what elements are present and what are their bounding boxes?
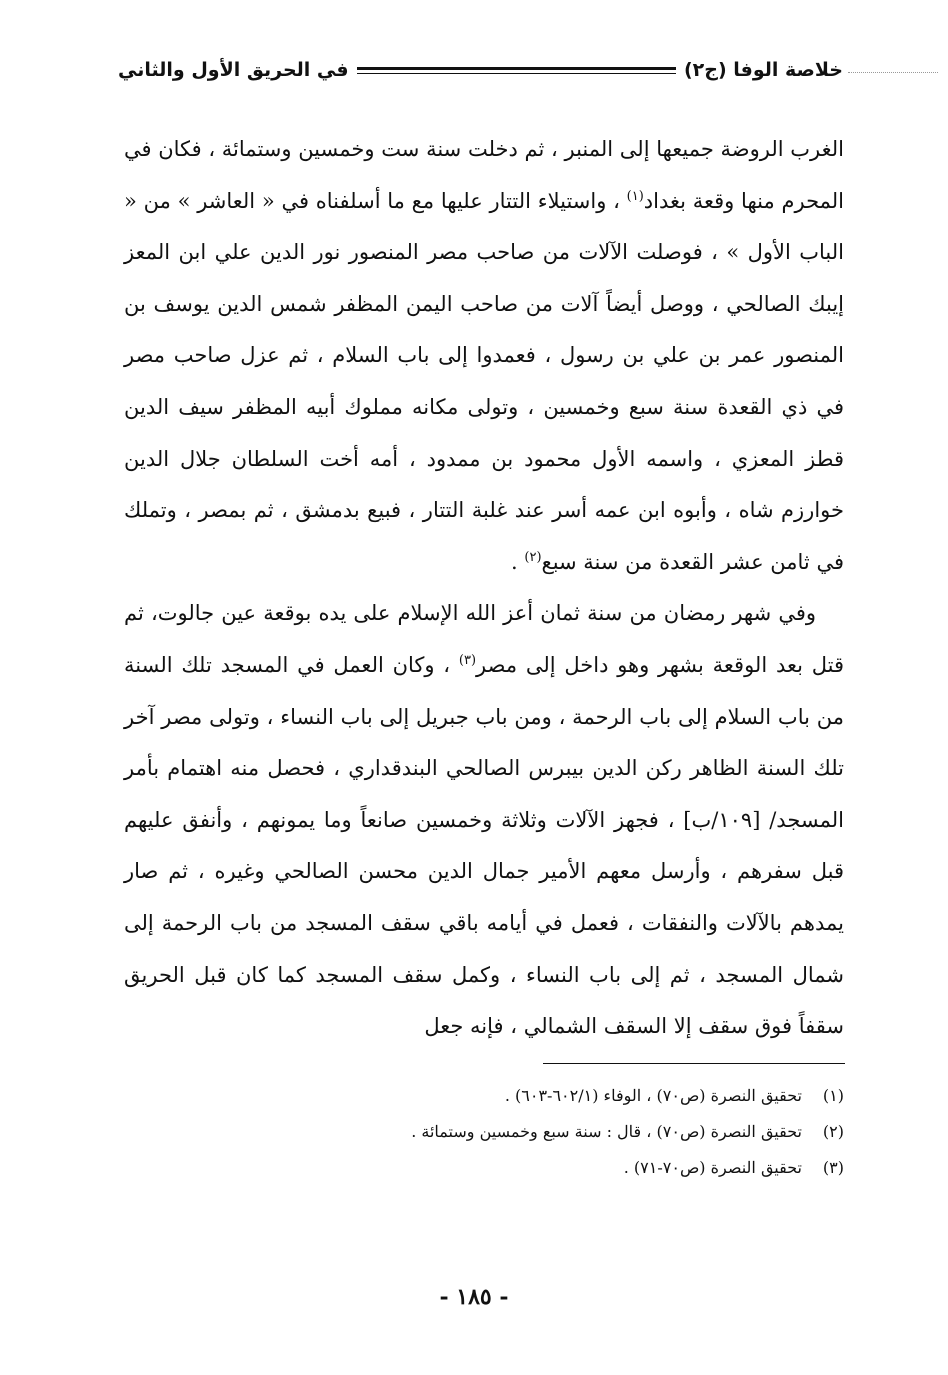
footnote-1: [124, 1078, 844, 1114]
paragraph-2: [124, 588, 844, 1052]
footnote-text: تحقيق النصرة (ص٧٠-٧١) .: [623, 1158, 802, 1177]
header-dotted-line: [848, 72, 938, 73]
footnote-text: تحقيق النصرة (ص٧٠) ، قال : سنة سبع وخمسين وستمائة .: [411, 1122, 802, 1141]
footnotes: [124, 1078, 844, 1186]
footnote-2: [124, 1114, 844, 1150]
footnote-ref-2: (٢): [524, 549, 542, 565]
footnote-number: (٣): [822, 1158, 844, 1177]
header-rule: [357, 67, 676, 74]
paragraph-2-part-1: وفي شهر رمضان من سنة ثمان أعز الله الإسلام على يده بوقعة عين جالوت، ثم قتل بعد الوقعة بشهر وهو داخل إلى مصر: [124, 601, 844, 677]
footnote-text: تحقيق النصرة (ص٧٠) ، الوفاء (٦٠٢/١-٦٠٣) .: [504, 1086, 802, 1105]
paragraph-2-part-2: ، وكان العمل في المسجد تلك السنة من باب السلام إلى باب الرحمة ، ومن باب جبريل إلى باب النساء ، وتولى مصر آخر تلك السنة الظاهر ركن الدين بيبرس الصالحي البندقداري ، فحصل منه اهتمام بأمر المسجد/ [١٠٩/ب] ، فجهز الآلات وثلاثة وخمسين صانعاً وما يمونهم ، وأنفق عليهم قبل سفرهم ، وأرسل معهم الأمير جمال الدين محسن الصالحي وغيره ، ثم صار يمدهم بالآلات والنفقات ، فعمل في أيامه باقي سقف المسجد من باب الرحمة إلى شمال المسجد ، ثم إلى باب النساء ، وكمل سقف المسجد كما كان قبل الحريق سقفاً فوق سقف إلا السقف الشمالي ، فإنه جعل: [124, 652, 844, 1039]
paragraph-1-part-1: الغرب الروضة جميعها إلى المنبر ، ثم دخلت سنة ست وخمسين وستمائة ، فكان في المحرم منها وقعة بغداد: [124, 137, 844, 213]
main-text: [124, 124, 844, 1053]
footnote-ref-1: (١): [626, 188, 644, 204]
paragraph-1-part-2: ، واستيلاء التتار عليها مع ما أسلفناه في « العاشر » من « الباب الأول » ، فوصلت الآلات من صاحب مصر المنصور نور الدين علي ابن المعز إيبك الصالحي ، ووصل أيضاً آلات من صاحب اليمن المظفر شمس الدين يوسف بن المنصور عمر بن علي بن رسول ، فعمدوا إلى باب السلام ، ثم عزل صاحب مصر في ذي القعدة سنة سبع وخمسين ، وتولى مكانه مملوك أبيه المظفر سيف الدين قطز المعزي ، واسمه الأول محمود بن ممدود ، أمه أخت السلطان جلال الدين خوارزم شاه ، وأبوه ابن عمه أسر عند غلبة التتار ، فبيع بدمشق ، ثم بمصر ، وتملك في ثامن عشر القعدة من سنة سبع: [124, 188, 844, 574]
paragraph-1-part-3: .: [511, 549, 525, 574]
running-header: [118, 50, 843, 90]
footnote-ref-3: (٣): [458, 652, 477, 668]
footnote-number: (٢): [822, 1122, 844, 1141]
paragraph-1: [124, 124, 844, 588]
footnote-number: (١): [822, 1086, 844, 1105]
footnote-3: [124, 1150, 844, 1186]
header-chapter-title: في الحريق الأول والثاني: [118, 59, 349, 81]
footnote-separator: [543, 1063, 845, 1064]
page-number: - ١٨٥ -: [439, 1284, 509, 1310]
header-book-title: خلاصة الوفا (ج٢): [683, 59, 843, 81]
